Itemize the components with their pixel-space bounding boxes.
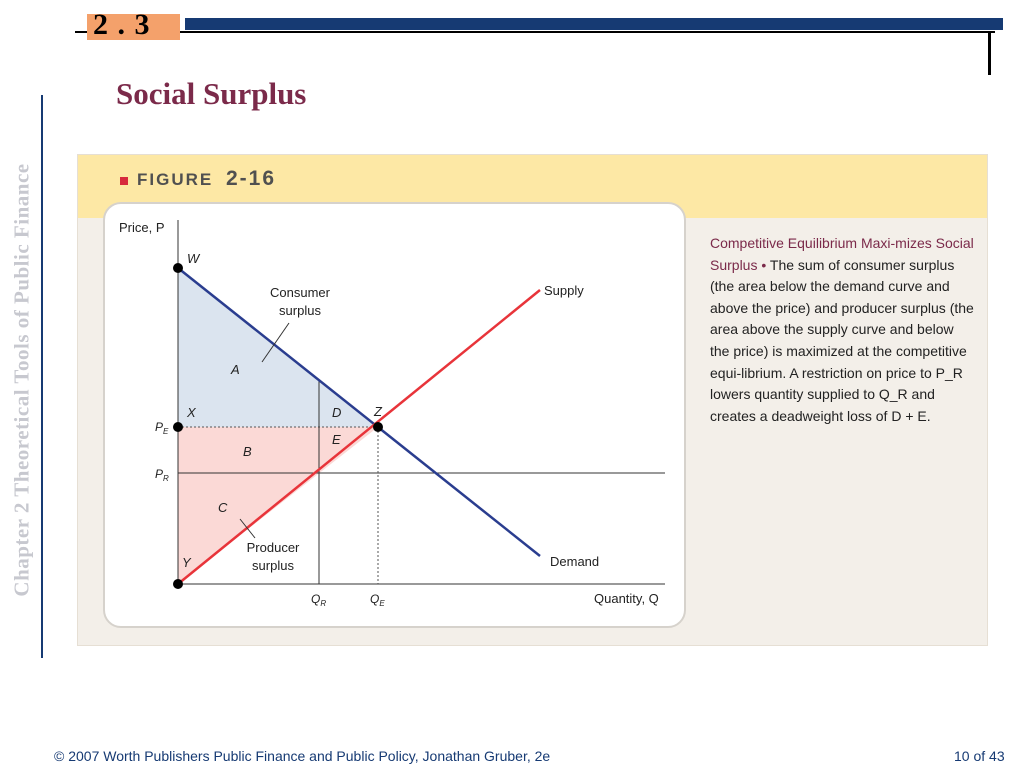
point-z-label: Z	[374, 404, 382, 419]
figure-label: FIGURE	[137, 170, 214, 189]
price-pr-label: $P_R$	[155, 467, 169, 483]
quantity-qr-label: $Q_R$	[311, 592, 327, 608]
section-number: 2 . 3	[93, 8, 151, 41]
slide-title: Social Surplus	[116, 76, 307, 111]
chapter-label-text: Chapter 2 Theoretical Tools of Public Finance	[9, 163, 34, 597]
price-pe-label: $P_E$	[155, 420, 169, 436]
area-d-label: D	[332, 405, 342, 420]
consumer-surplus-label-2: surplus	[279, 303, 321, 318]
point-z	[373, 422, 383, 432]
point-w-label: W	[187, 251, 200, 266]
point-x-label: X	[187, 405, 196, 420]
quantity-qe-label: $Q_E$	[370, 592, 385, 608]
area-e-label: E	[332, 432, 341, 447]
footer-credit: © 2007 Worth Publishers Public Finance and Public Policy, Jonathan Gruber, 2e	[54, 748, 551, 764]
point-y-label: Y	[182, 555, 191, 570]
figure-caption	[710, 233, 975, 427]
page-number: 10 of 43	[954, 748, 1005, 764]
caption-body: The sum of consumer surplus (the area below the demand curve and above the price) and producer surplus (the area above the supply curve and below the price) is maximized at the competitive equi-librium. A restriction on price to P_R lowers quantity supplied to Q_R and creates a deadweight loss of D + E.	[710, 256, 974, 424]
x-axis-label: Quantity, Q	[594, 591, 659, 606]
producer-surplus-label-2: surplus	[252, 558, 294, 573]
consumer-surplus-label-1: Consumer	[270, 285, 330, 300]
point-y	[173, 579, 183, 589]
supply-label: Supply	[544, 283, 584, 298]
area-a-label: A	[231, 362, 240, 377]
figure-number: 2-16	[226, 167, 277, 190]
area-b-label: B	[243, 444, 252, 459]
area-c-label: C	[218, 500, 228, 515]
y-axis-label: Price, P	[119, 220, 165, 235]
point-x	[173, 422, 183, 432]
point-w	[173, 263, 183, 273]
demand-label: Demand	[550, 554, 600, 569]
caption-lead: Competitive Equilibrium Maxi-mizes Social Surplus •	[710, 235, 974, 273]
producer-surplus-label-1: Producer	[246, 540, 300, 555]
